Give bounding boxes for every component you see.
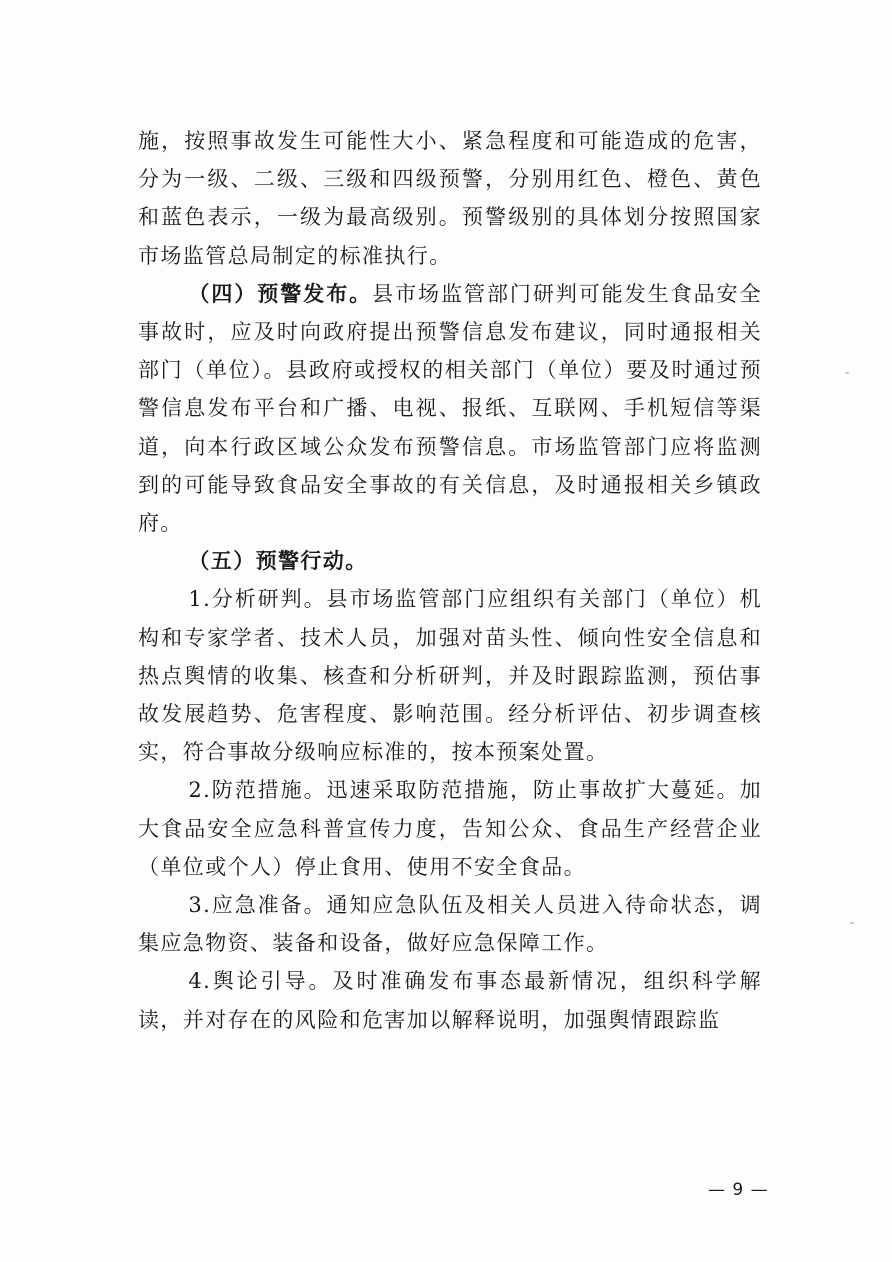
scan-speck (850, 922, 854, 924)
paragraph-text: 4.舆论引导。及时准确发布事态最新情况，组织科学解读，并对存在的风险和危害加以解释说明，加强舆情跟踪监 (138, 969, 762, 1032)
section-heading-warning-action: （五）预警行动。 (188, 548, 368, 574)
paragraph-preparation (138, 886, 762, 962)
paragraph-text: 县市场监管部门研判可能发生食品安全事故时，应及时向政府提出预警信息发布建议，同时通报相关部门（单位）。县政府或授权的相关部门（单位）要及时通过预警信息发布平台和广播、电视、报纸、互联网、手机短信等渠道，向本行政区域公众发布预警信息。市场监管部门应将监测到的可能导致食品安全事故的有关信息，及时通报相关乡镇政府。 (138, 281, 762, 536)
paragraph-warning-release (138, 275, 762, 542)
section-heading-warning-release: （四）预警发布。 (188, 280, 373, 306)
paragraph-text: 1.分析研判。县市场监管部门应组织有关部门（单位）机构和专家学者、技术人员，加强对苗头性、倾向性安全信息和热点舆情的收集、核查和分析研判，并及时跟踪监测，预估事故发展趋势、危害程度、影响范围。经分析评估、初步调查核实，符合事故分级响应标准的，按本预案处置。 (138, 587, 762, 765)
paragraph-text: 施，按照事故发生可能性大小、紧急程度和可能造成的危害，分为一级、二级、三级和四级预警，分别用红色、橙色、黄色和蓝色表示，一级为最高级别。预警级别的具体划分按照国家市场监管总局制定的标准执行。 (138, 129, 762, 268)
body-text (138, 122, 762, 1039)
paragraph-analysis (138, 580, 762, 771)
paragraph-public-opinion (138, 962, 762, 1038)
scan-speck (845, 372, 849, 374)
paragraph-text: 2.防范措施。迅速采取防范措施，防止事故扩大蔓延。加大食品安全应急科普宣传力度，告知公众、食品生产经营企业（单位或个人）停止食用、使用不安全食品。 (138, 778, 762, 879)
paragraph-continuation (138, 122, 762, 275)
paragraph-text: 3.应急准备。通知应急队伍及相关人员进入待命状态，调集应急物资、装备和设备，做好应急保障工作。 (138, 893, 762, 956)
page-number: — 9 — (708, 1180, 769, 1200)
paragraph-warning-action (138, 542, 762, 580)
paragraph-prevention (138, 771, 762, 886)
